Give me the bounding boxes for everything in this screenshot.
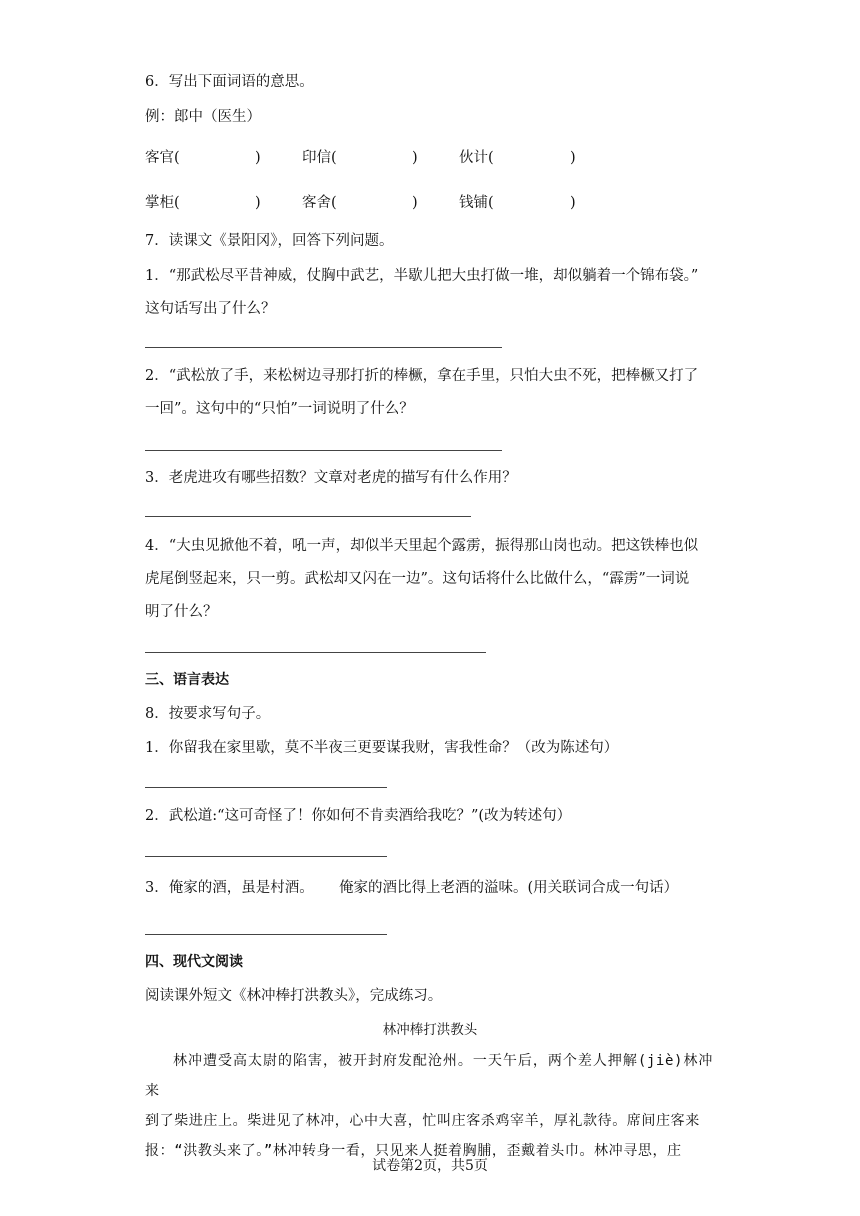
answer-line[interactable] (145, 856, 387, 857)
blank-open: 伙计( (459, 150, 494, 166)
blank-open: 客舍( (302, 195, 337, 211)
q7-title: 7．读课文《景阳冈》，回答下列问题。 (145, 233, 394, 249)
q7-s3-line1: 3．老虎进攻有哪些招数？文章对老虎的描写有什么作用？ (145, 470, 517, 486)
story-line: 到了柴进庄上。柴进见了林冲，心中大喜，忙叫庄客杀鸡宰羊，厚礼款待。席间庄客来 (145, 1113, 700, 1129)
answer-line[interactable] (145, 934, 387, 935)
q6-example: 例：郎中（医生） (145, 109, 261, 125)
blank-open: 客官( (145, 150, 180, 166)
answer-line[interactable] (145, 347, 502, 348)
answer-line[interactable] (145, 516, 471, 517)
blank-close: ) (255, 195, 261, 211)
q6-title: 6．写出下面词语的意思。 (145, 74, 314, 90)
blank-close: ) (570, 195, 576, 211)
blank-close: ) (412, 195, 418, 211)
q8-s3-part1: 3．俺家的酒，虽是村酒。 (145, 880, 314, 896)
q7-s1-line2: 这句话写出了什么？ (145, 301, 276, 317)
answer-line[interactable] (145, 450, 502, 451)
q7-s4-line1: 4．“大虫见掀他不着，吼一声，却似半天里起个露雳，振得那山岗也动。把这铁棒也似 (145, 538, 699, 554)
blank-close: ) (570, 150, 576, 166)
blank-open: 掌柜( (145, 195, 180, 211)
q7-s4-line2: 虎尾倒竖起来，只一剪。武松却又闪在一边”。这句话将什么比做什么，“霹雳”一词说 (145, 571, 690, 587)
blank-close: ) (412, 150, 418, 166)
answer-line[interactable] (145, 787, 387, 788)
q8-s2: 2．武松道:“这可奇怪了！你如何不肯卖酒给我吃？”(改为转述句） (145, 808, 572, 824)
section4-heading: 四、现代文阅读 (145, 954, 243, 970)
q7-s1-line1: 1．“那武松尽平昔神威，仗胸中武艺，半歇儿把大虫打做一堆，却似躺着一个锦布袋。” (145, 268, 699, 284)
q7-s4-line3: 明了什么？ (145, 604, 218, 620)
blank-open: 印信( (302, 150, 337, 166)
story-line: 林冲遭受高太尉的陷害，被开封府发配沧州。一天午后，两个差人押解(jiè)林冲来 (145, 1053, 713, 1099)
section3-heading: 三、语言表达 (145, 672, 229, 688)
story-text (145, 1046, 713, 1166)
story-line: 报：“洪教头来了。”林冲转身一看，只见来人挺着胸脯，歪戴着头巾。林冲寻思，庄 (145, 1143, 682, 1159)
answer-line[interactable] (145, 652, 486, 653)
q7-s2-line2: 一回”。这句中的“只怕”一词说明了什么？ (145, 401, 414, 417)
reading-intro: 阅读课外短文《林冲棒打洪教头》，完成练习。 (145, 988, 443, 1004)
page-footer: 试卷第2页，共5页 (372, 1158, 488, 1174)
blank-open: 钱铺( (459, 195, 494, 211)
q7-s2-line1: 2．“武松放了手，来松树边寻那打折的棒橛，拿在手里，只怕大虫不死，把棒橛又打了 (145, 368, 699, 384)
blank-close: ) (255, 150, 261, 166)
story-title: 林冲棒打洪教头 (382, 1022, 478, 1038)
q8-title: 8．按要求写句子。 (145, 706, 271, 722)
q8-s3-part2: 俺家的酒比得上老酒的溢味。(用关联词合成一句话） (339, 880, 679, 896)
q8-s1: 1．你留我在家里歇，莫不半夜三更要谋我财，害我性命？（改为陈述句） (145, 740, 619, 756)
